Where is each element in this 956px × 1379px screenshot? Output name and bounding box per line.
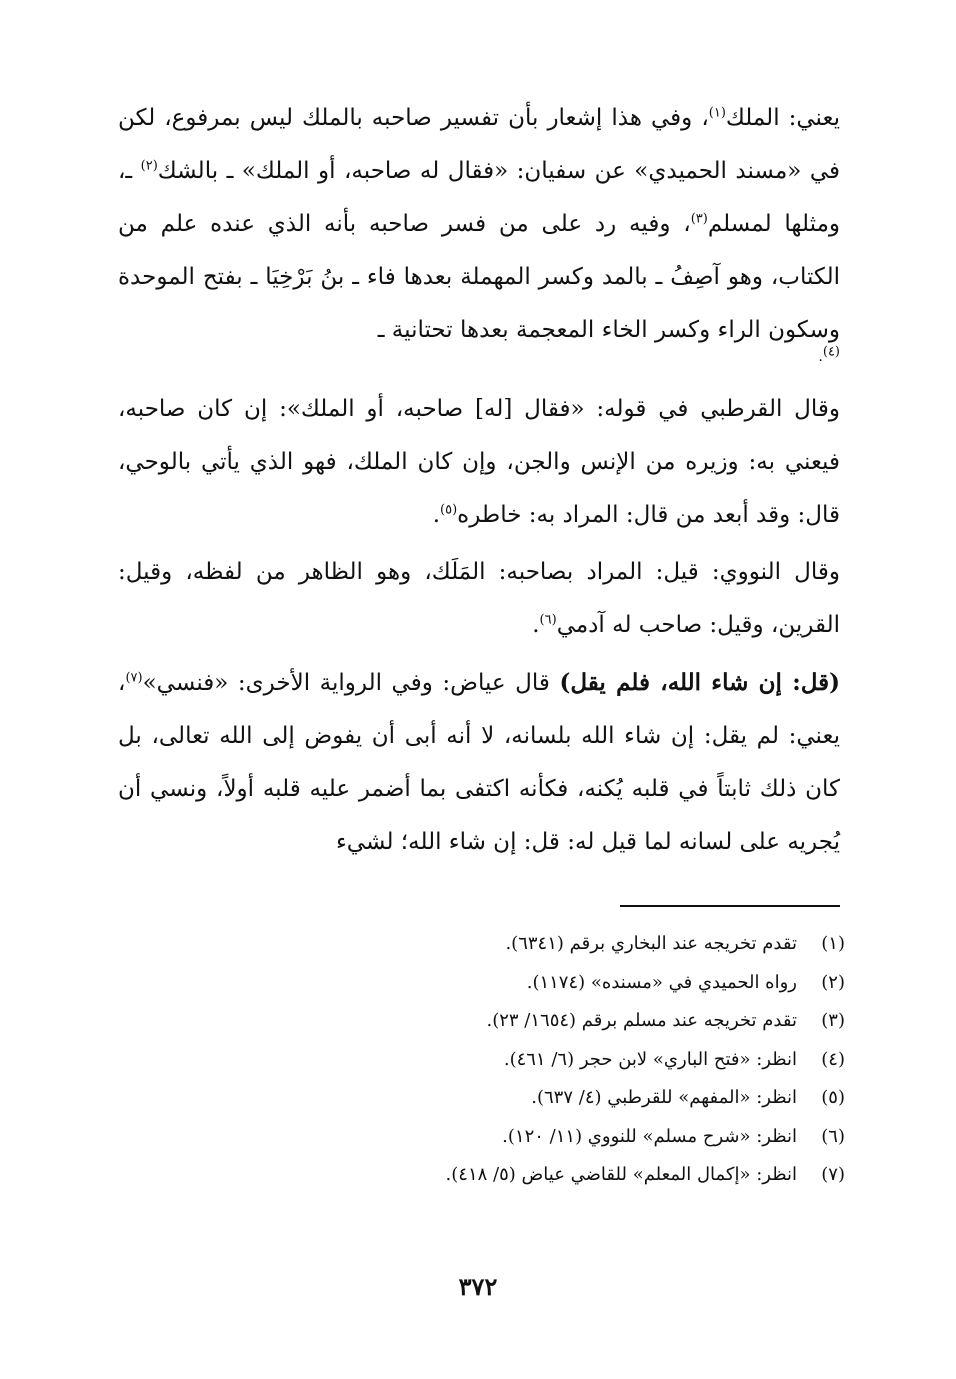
footnote-text: انظر: «فتح الباري» لابن حجر (٦/ ٤٦١). xyxy=(503,1048,797,1070)
footnote-number: (٤) xyxy=(821,1048,845,1070)
footnote-ref: (٦) xyxy=(539,612,557,628)
footnote-text: انظر: «شرح مسلم» للنووي (١١/ ١٢٠). xyxy=(502,1125,797,1147)
footnote-ref: (٢) xyxy=(140,158,158,174)
footnote-item xyxy=(300,964,845,1003)
paragraph-2 xyxy=(118,383,840,542)
footnote-ref: (٧) xyxy=(125,670,143,686)
footnote-text: انظر: «المفهم» للقرطبي (٤/ ٦٣٧). xyxy=(531,1087,797,1108)
footnotes xyxy=(300,925,845,1195)
footnote-item xyxy=(300,925,845,964)
footnote-ref: (٣) xyxy=(690,211,708,227)
footnote-text: انظر: «إكمال المعلم» للقاضي عياض (٥/ ٤١٨). xyxy=(445,1164,797,1185)
footnote-ref: (١) xyxy=(708,105,726,121)
footnote-number: (٥) xyxy=(821,1087,845,1108)
text-span: ، يعني: لم يقل: إن شاء الله بلسانه، لا أنه أبى أن يفوض إلى الله تعالى، بل كان ذلك ثابتاً في قلبه يُكنه، فكأنه اكتفى بما أضمر عليه قلبه أولاً، ونسي أن يُجريه على لسانه لما قيل له: قل: إن شاء الله؛ لشيء xyxy=(118,670,840,855)
footnote-item xyxy=(300,1079,845,1118)
footnote-number: (٢) xyxy=(821,971,845,993)
text-span: وقال النووي: قيل: المراد بصاحبه: المَلَك، وهو الظاهر من لفظه، وقيل: القرين، وقيل: صاحب له آدمي xyxy=(118,559,840,638)
paragraph-1 xyxy=(118,92,840,360)
footnote-text: تقدم تخريجه عند مسلم برقم (١٦٥٤/ ٢٣). xyxy=(486,1010,797,1031)
text-span: . xyxy=(532,612,540,638)
footnote-text: تقدم تخريجه عند البخاري برقم (٦٣٤١). xyxy=(505,933,797,954)
main-text xyxy=(118,92,840,869)
footnote-number: (٣) xyxy=(821,1010,845,1031)
footnote-item xyxy=(300,1118,845,1157)
footnote-ref: (٥) xyxy=(440,502,458,518)
footnote-ref: (٤) xyxy=(822,344,840,360)
bold-quote: (قل: إن شاء الله، فلم يقل) xyxy=(559,669,841,696)
paragraph-4 xyxy=(118,656,840,869)
footnote-item xyxy=(300,1156,845,1195)
text-span: ، وفي هذا إشعار بأن تفسير صاحبه بالملك ليس بمرفوع، لكن في «مسند الحميدي» عن سفيان: «فقال له صاحبه، أو الملك» ـ بالشك xyxy=(118,105,840,184)
footnote-divider xyxy=(620,905,840,907)
footnote-item xyxy=(300,1041,845,1080)
text-span: . xyxy=(818,349,823,365)
text-span: ـ، ومثلها لمسلم xyxy=(118,158,840,237)
footnote-item xyxy=(300,1002,845,1041)
footnote-number: (٦) xyxy=(821,1125,845,1147)
text-span: ، وفيه رد على من فسر صاحبه بأنه الذي عنده علم من الكتاب، وهو آصِفُ ـ بالمد وكسر المهملة بعدها فاء ـ بنُ بَرْخِيَا ـ بفتح الموحدة وسكون الراء وكسر الخاء المعجمة بعدها تحتانية ـ xyxy=(118,211,840,343)
text-span: قال عياض: وفي الرواية الأخرى: «فنسي» xyxy=(142,670,560,696)
paragraph-3 xyxy=(118,546,840,652)
text-span: وقال القرطبي في قوله: «فقال [له] صاحبه، أو الملك»: إن كان صاحبه، فيعني به: وزيره من الإنس والجن، وإن كان الملك، فهو الذي يأتي بالوحي، قال: وقد أبعد من قال: المراد به: خاطره xyxy=(118,396,840,528)
footnote-number: (٧) xyxy=(821,1164,845,1185)
text-span: يعني: الملك xyxy=(725,105,840,131)
text-span: . xyxy=(432,502,441,528)
page-number: ٣٧٢ xyxy=(458,1272,498,1301)
footnote-text: رواه الحميدي في «مسنده» (١١٧٤). xyxy=(526,971,797,993)
footnote-number: (١) xyxy=(821,933,845,954)
